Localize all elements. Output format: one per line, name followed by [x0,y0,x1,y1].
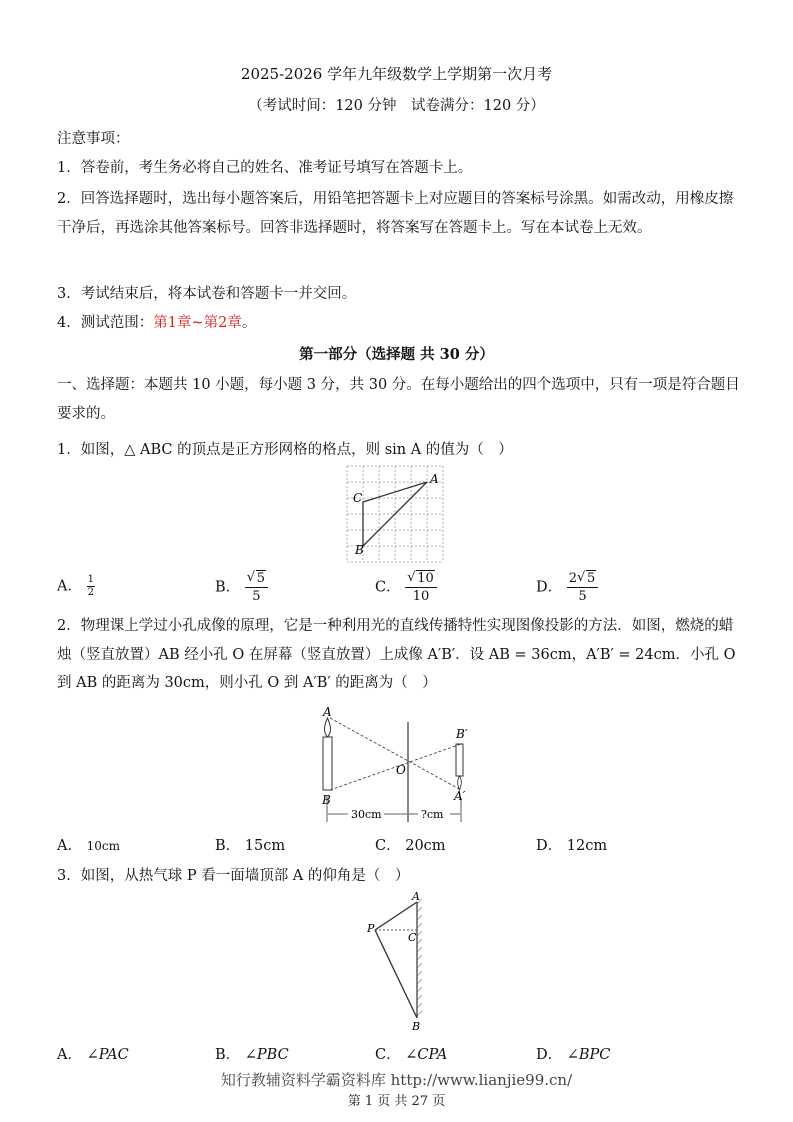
q3-stem: 3．如图，从热气球 P 看一面墙顶部 A 的仰角是（ ） [57,868,410,884]
note-4-prefix: 4．测试范围： [57,315,154,331]
section1-intro: 一、选择题：本题共 10 小题，每小题 3 分，共 30 分。在每小题给出的四个选项中，只有一项是符合题目要求的。 [57,377,740,422]
q2-option-b[interactable]: B． 15cm [215,838,286,854]
distance-1: 30cm [351,808,382,821]
q1-stem: 1．如图，△ ABC 的顶点是正方形网格的格点，则 sin A 的值为（ ） [57,442,513,458]
page-footer [0,1069,793,1090]
candle-flame [324,718,330,737]
q2-option-c[interactable]: C． 20cm [375,838,446,854]
label-b-prime: B′ [456,727,468,741]
note-4-suffix: 。 [241,315,257,331]
label-a: A [412,890,420,903]
notes-heading: 注意事项： [57,131,130,147]
label-a-prime: A′ [454,789,466,803]
distance-2: ?cm [421,808,444,821]
q2-pinhole-figure [318,704,478,824]
watermark: 知行教辅资料学霸资料库 http://www.lianjie99.cn/ [220,1071,573,1089]
candle [323,737,332,790]
q3-option-d[interactable]: D． ∠BPC [536,1047,611,1063]
label-b: B [322,793,331,807]
q2-option-d[interactable]: D． 12cm [536,838,608,854]
note-1: 1．答卷前，考生务必将自己的姓名、准考证号填写在答题卡上。 [57,160,473,176]
label-b: B [355,543,364,557]
q3-option-a[interactable]: A． ∠PAC [57,1047,129,1063]
q2-option-a[interactable]: A． 10cm [57,838,120,854]
q1-option-b[interactable]: B． √ 5 5 [215,570,268,605]
q3-option-c[interactable]: C． ∠CPA [375,1047,448,1063]
q3-balloon-figure [365,890,440,1035]
label-p: P [367,922,375,935]
image-flame [458,776,462,790]
label-c: C [408,931,417,944]
q1-option-c[interactable]: C． √ 10 10 [375,570,437,605]
exam-info: （考试时间：120 分钟 试卷满分：120 分） [248,98,545,114]
page-title: 2025-2026 学年九年级数学上学期第一次月考 [240,65,553,83]
note-3: 3．考试结束后，将本试卷和答题卡一并交回。 [57,286,357,302]
q1-option-d[interactable]: D． 2 √ 5 5 [536,570,598,605]
q2-stem: 2．物理课上学过小孔成像的原理，它是一种利用光的直线传播特性实现图像投影的方法．如图，燃烧的蜡烛（竖直放置）AB 经小孔 O 在屏幕（竖直放置）上成像 A′B′．设 AB = 36cm，A′B′ = 24cm．小孔 O 到 AB 的距离为 30cm，则小孔 O 到 A′B′ 的距离为（ ） [57,618,736,691]
note-2: 2．回答选择题时，选出每小题答案后，用铅笔把答题卡上对应题目的答案标号涂黑。如需改动，用橡皮擦干净后，再选涂其他答案标号。回答非选择题时，将答案写在答题卡上。写在本试卷上无效。 [57,191,734,236]
page-number: 第 1 页 共 27 页 [347,1094,446,1109]
label-o: O [396,763,406,777]
label-c: C [353,491,363,505]
part1-heading: 第一部分（选择题 共 30 分） [299,346,494,363]
label-b: B [412,1020,421,1033]
q3-option-b[interactable]: B． ∠PBC [215,1047,289,1063]
note-4 [57,311,256,332]
label-a: A [430,472,439,486]
q1-option-a[interactable]: A． $\frac{1}{2}$ [57,574,94,598]
image-candle [456,744,463,776]
q1-grid-figure [345,464,450,564]
label-a: A [323,705,332,719]
test-range: 第1章~第2章 [153,315,242,331]
